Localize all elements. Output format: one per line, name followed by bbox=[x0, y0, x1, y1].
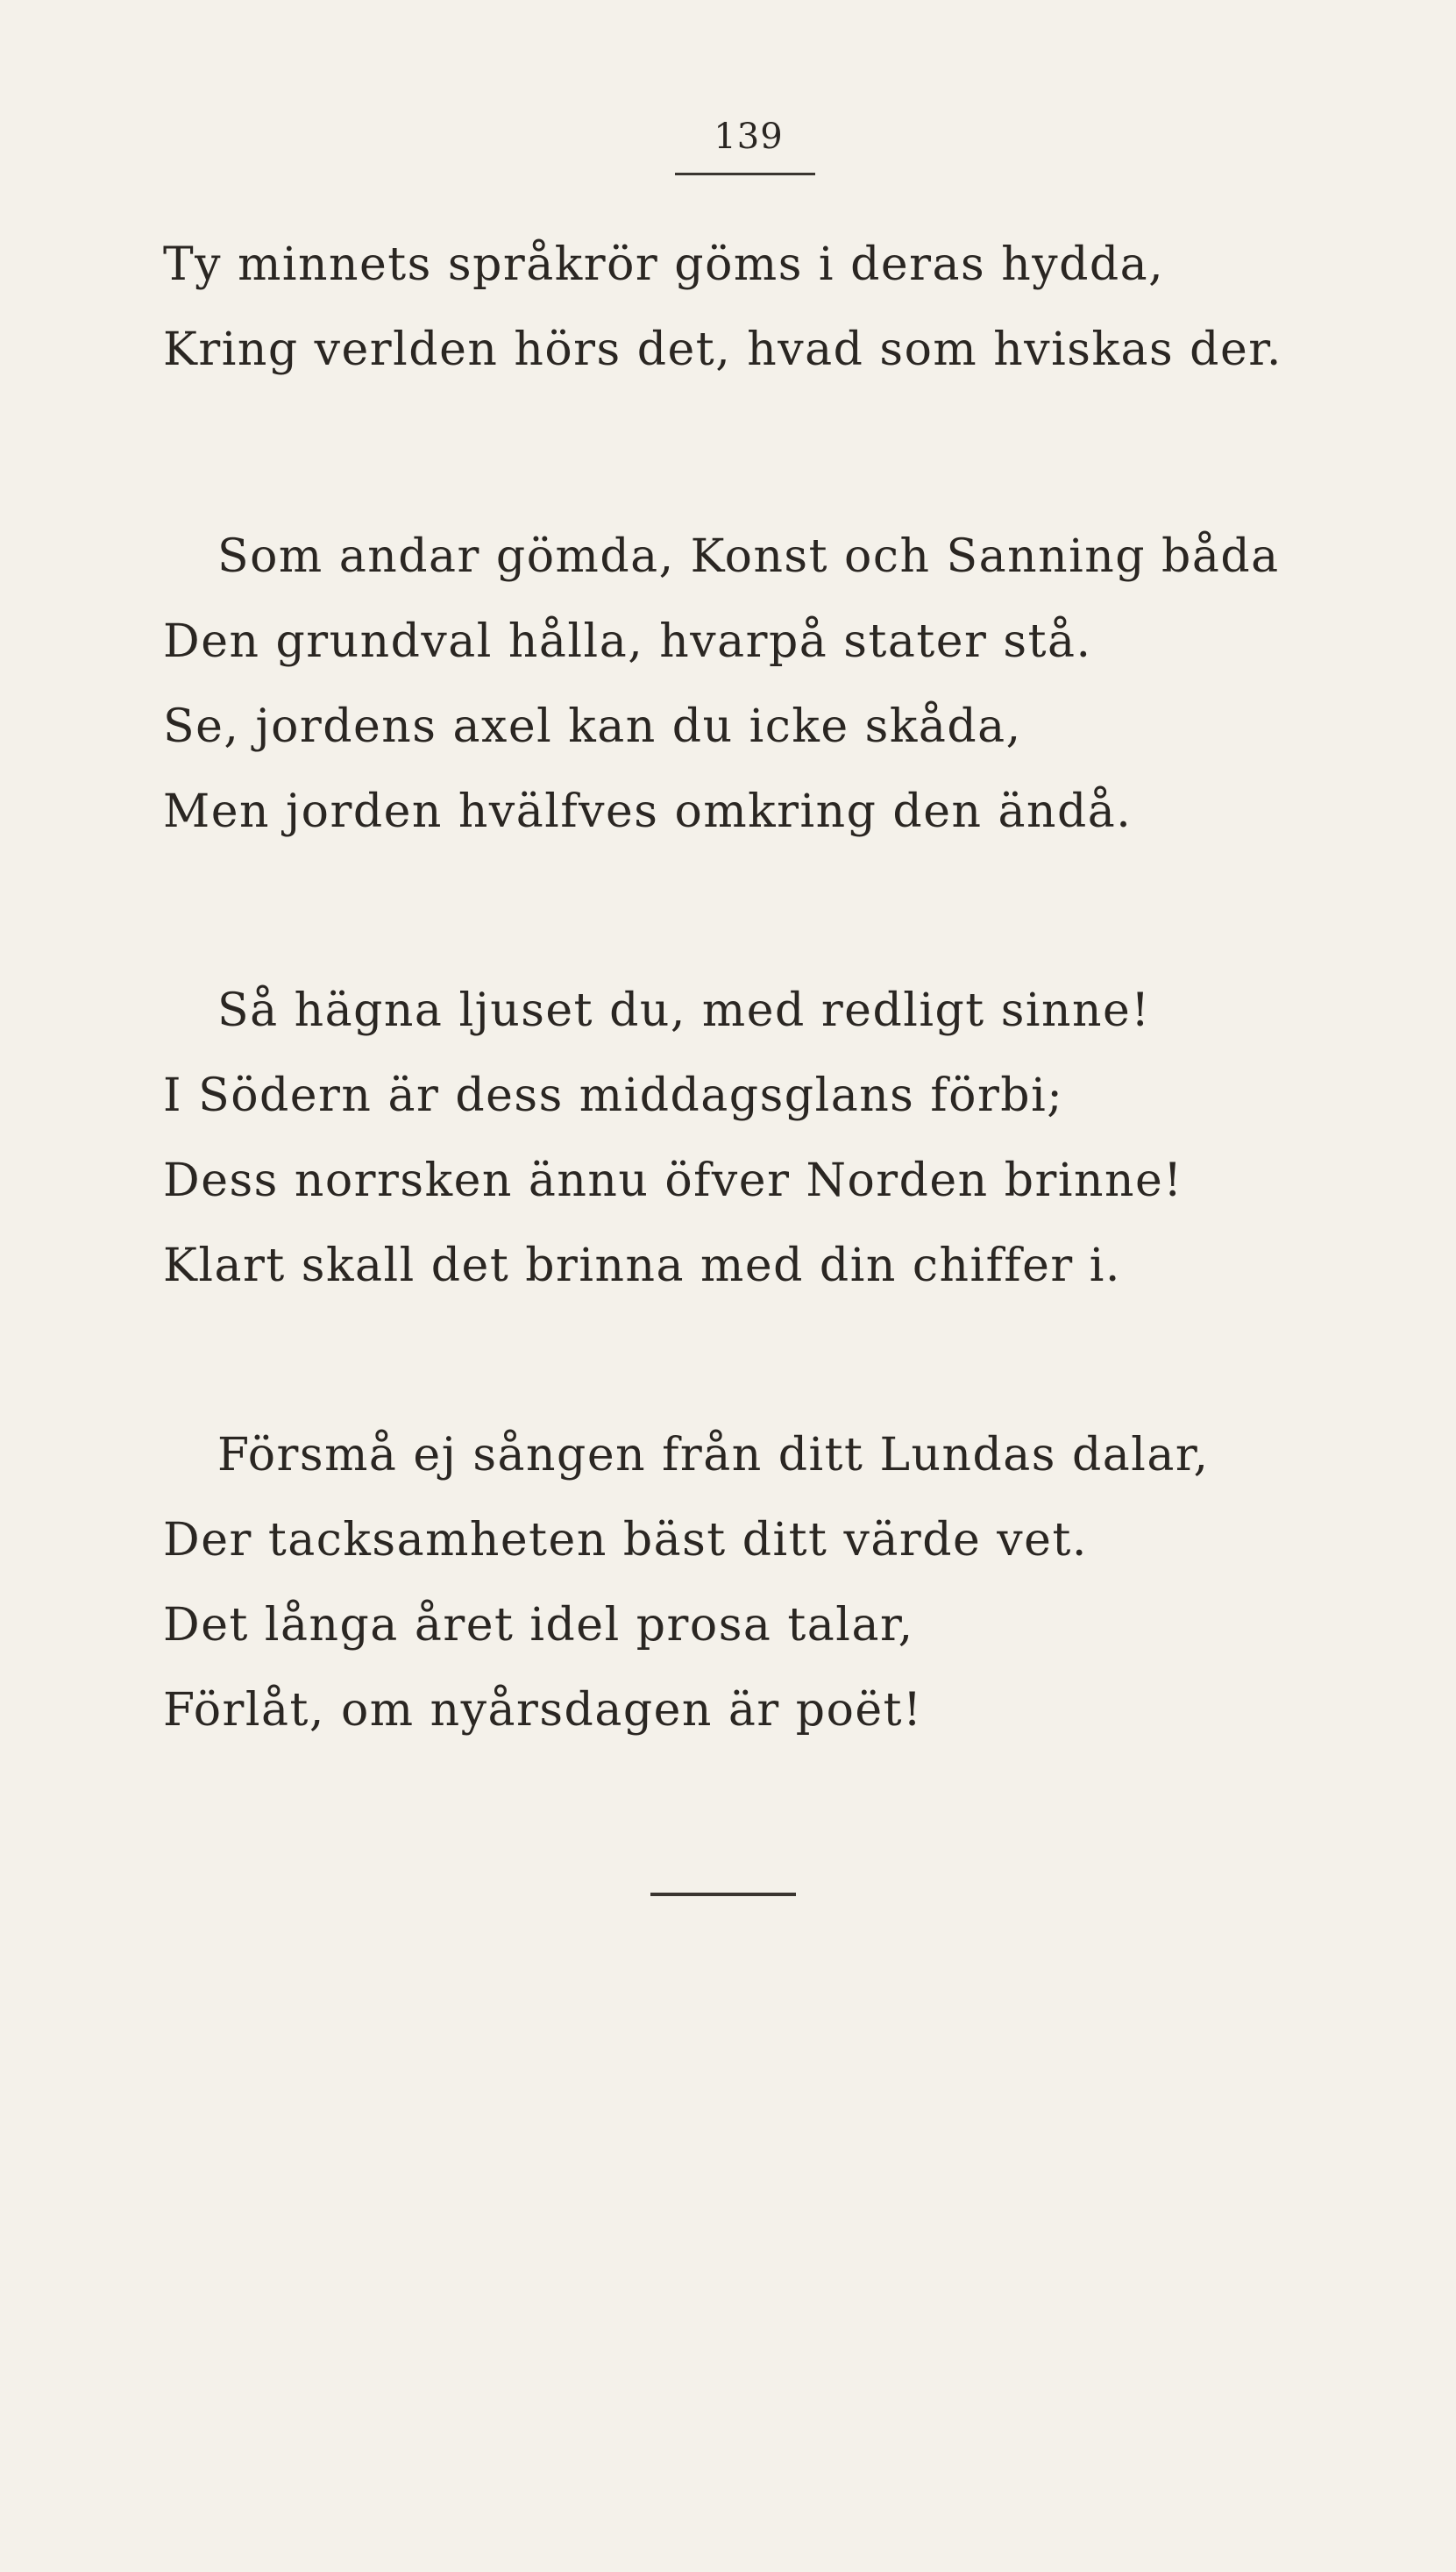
verse-line: Men jorden hvälfves omkring den ändå. bbox=[163, 785, 1133, 838]
verse-line: Der tacksamheten bäst ditt värde vet. bbox=[163, 1514, 1088, 1567]
page-number-rule bbox=[675, 173, 815, 175]
stanza-2 bbox=[163, 515, 1390, 855]
verse-line: I Södern är dess middagsglans förbi; bbox=[163, 1069, 1064, 1122]
verse-line: Klart skall det brinna med din chiffer i. bbox=[163, 1240, 1121, 1292]
verse-line: Försmå ej sången från ditt Lundas dalar, bbox=[217, 1429, 1210, 1481]
verse-line: Den grundval hålla, hvarpå stater stå. bbox=[163, 615, 1092, 668]
page-number: 139 bbox=[714, 117, 784, 157]
verse-line: Ty minnets språkrör göms i deras hydda, bbox=[163, 238, 1165, 291]
verse-line: Förlåt, om nyårsdagen är poët! bbox=[163, 1684, 923, 1737]
verse-line: Kring verlden hörs det, hvad som hviskas der. bbox=[163, 323, 1282, 376]
verse-line: Dess norrsken ännu öfver Norden brinne! bbox=[163, 1155, 1183, 1207]
verse-line: Så hägna ljuset du, med redligt sinne! bbox=[217, 984, 1151, 1037]
stanza-1 bbox=[163, 223, 1390, 393]
stanza-3 bbox=[163, 969, 1390, 1309]
stanza-4 bbox=[163, 1413, 1390, 1753]
verse-line: Se, jordens axel kan du icke skåda, bbox=[163, 700, 1022, 753]
end-rule bbox=[650, 1893, 796, 1896]
verse-line: Det långa året idel prosa talar, bbox=[163, 1599, 914, 1652]
verse-line: Som andar gömda, Konst och Sanning båda bbox=[217, 530, 1280, 583]
